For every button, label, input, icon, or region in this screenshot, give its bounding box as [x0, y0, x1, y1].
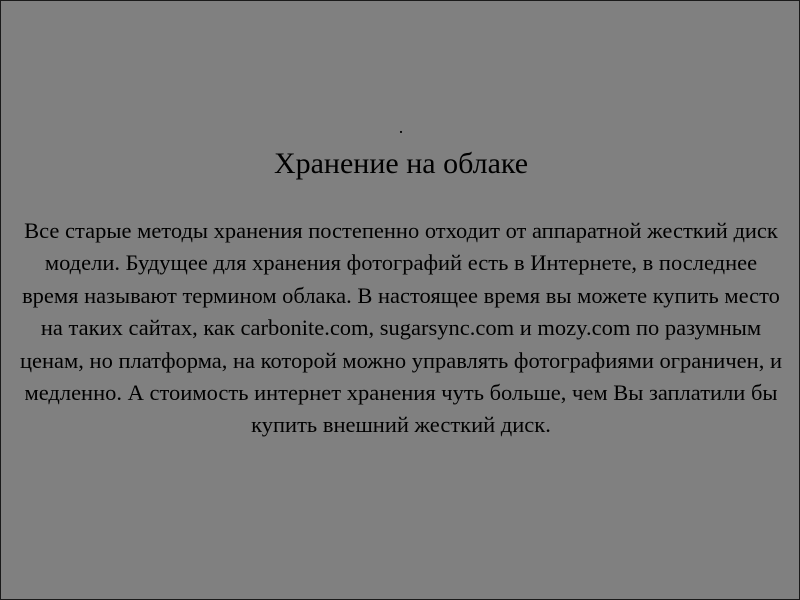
slide-title: Хранение на облаке: [273, 147, 529, 180]
bullet-dot: .: [398, 117, 404, 137]
slide-body-text: Все старые методы хранения постепенно отходит от аппаратной жесткий диск модели. Будущее для хранения фотографий есть в Интернете, в последнее время называют термином облака. В настоящее время вы можете купить место на таких сайтах, как carbonite.com, sugarsync.com и mozy.com по разумным ценам, но платформа, на которой можно управлять фотографиями ограничен, и медленно. А стоимость интернет хранения чуть больше, чем Вы заплатили бы купить внешний жесткий диск.: [19, 218, 782, 438]
